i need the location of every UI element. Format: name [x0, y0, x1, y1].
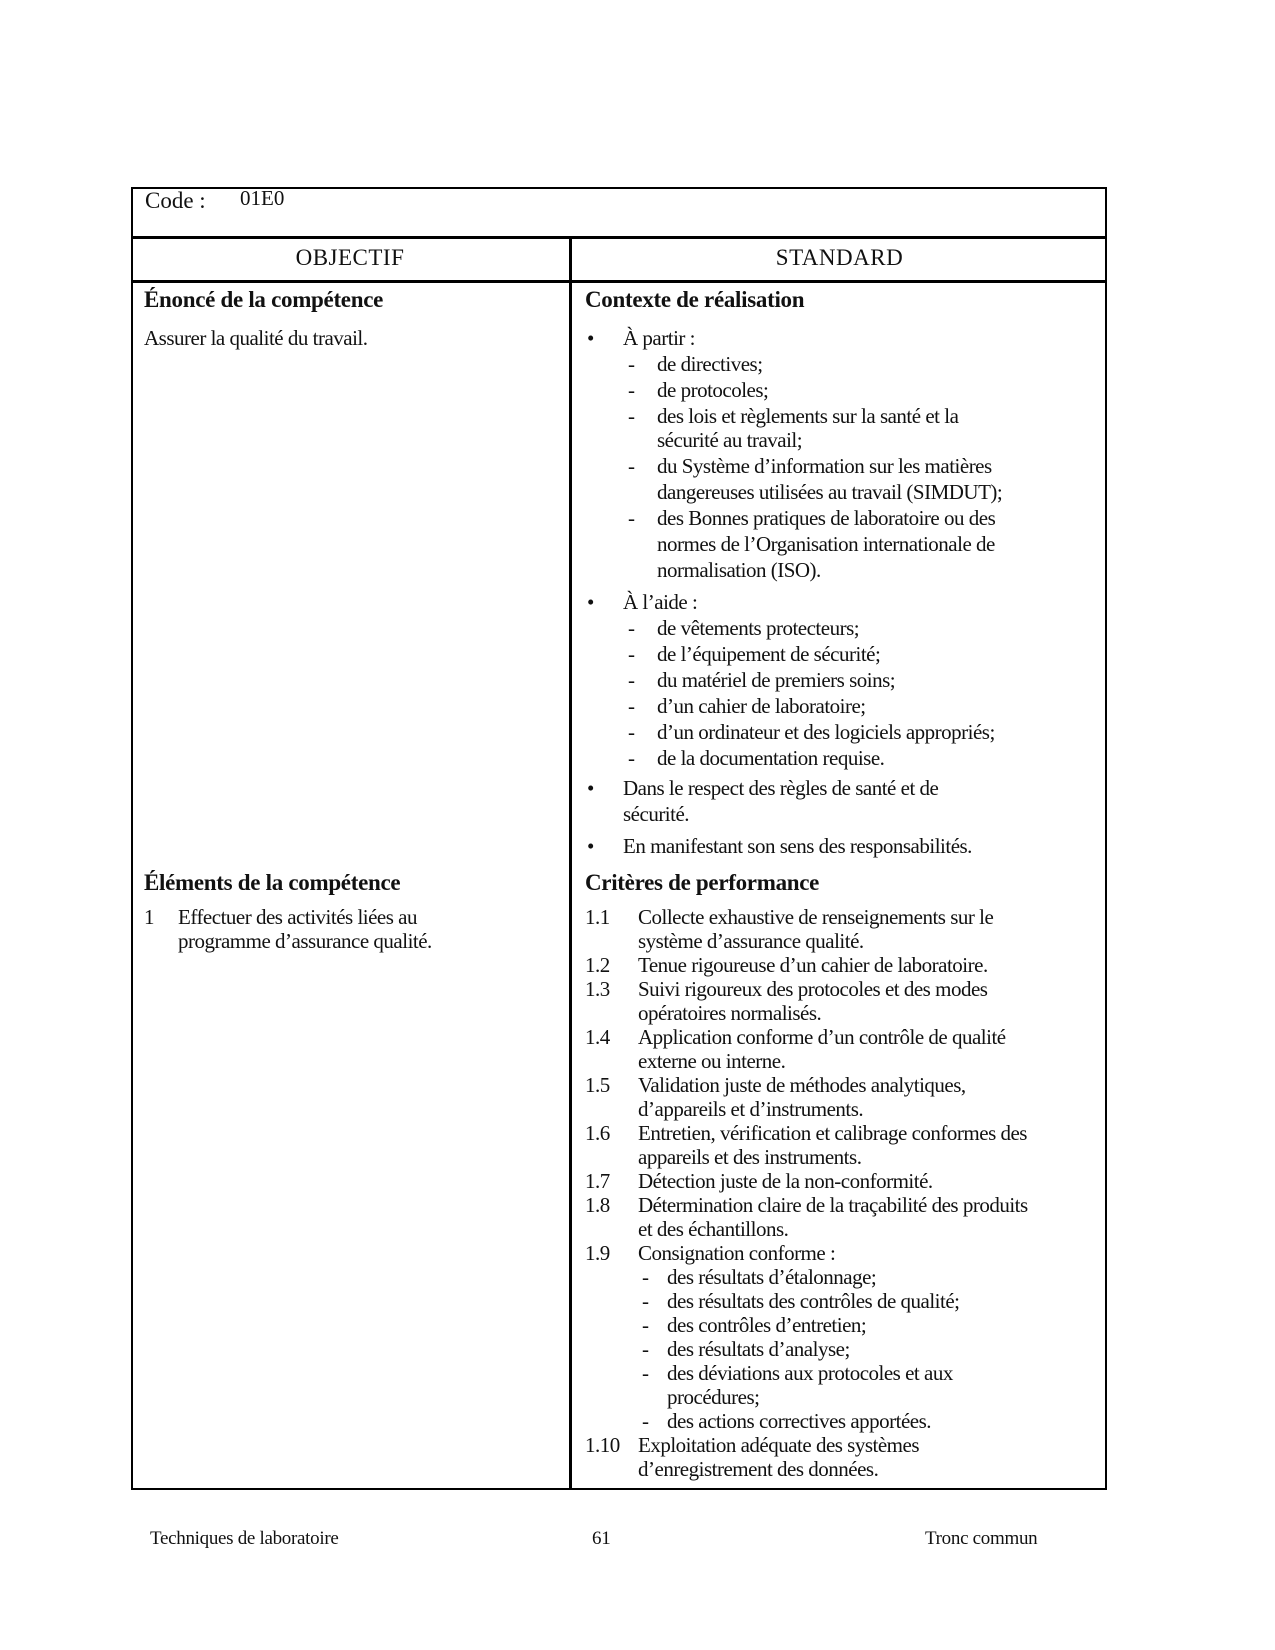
footer-program: Techniques de laboratoire — [150, 1528, 339, 1549]
dash-icon: - — [628, 506, 635, 530]
criterion-item: 1.10 Exploitation adéquate des systèmes — [585, 1433, 920, 1457]
context-subitem: - d’un ordinateur et des logiciels appropriés; — [628, 720, 995, 744]
statement-title: Énoncé de la compétence — [144, 287, 384, 312]
criterion-subitem: - des actions correctives apportées. — [642, 1409, 932, 1433]
criterion-continuation: d’enregistrement des données. — [638, 1457, 879, 1481]
context-subitem: - de protocoles; — [628, 378, 769, 402]
dash-icon: - — [628, 352, 635, 376]
element-number: 1 — [144, 905, 154, 929]
context-subitem: - de vêtements protecteurs; — [628, 616, 860, 640]
criterion-item: 1.3 Suivi rigoureux des protocoles et des modes — [585, 977, 988, 1001]
context-subitem: - des lois et règlements sur la santé et la — [628, 404, 959, 428]
dash-icon: - — [628, 746, 635, 770]
criterion-continuation: opératoires normalisés. — [638, 1001, 822, 1025]
objective-column-header: OBJECTIF — [295, 245, 405, 270]
dash-icon: - — [628, 378, 635, 402]
context-subitem-continuation: normes de l’Organisation internationale de — [657, 532, 995, 556]
context-bullet: • À partir : — [587, 326, 695, 350]
dash-icon: - — [628, 616, 635, 640]
context-bullet: • À l’aide : — [587, 590, 698, 614]
context-title: Contexte de réalisation — [585, 287, 805, 312]
bullet-icon: • — [587, 590, 594, 614]
criterion-continuation: externe ou interne. — [638, 1049, 786, 1073]
criterion-subitem: - des résultats d’analyse; — [642, 1337, 850, 1361]
dash-icon: - — [642, 1313, 649, 1337]
header-row-divider — [131, 280, 1107, 283]
criterion-item: 1.1 Collecte exhaustive de renseignements sur le — [585, 905, 994, 929]
context-subitem: - de directives; — [628, 352, 763, 376]
context-subitem: - des Bonnes pratiques de laboratoire ou des — [628, 506, 996, 530]
criteria-list — [585, 905, 1028, 1481]
dash-icon: - — [628, 404, 635, 428]
criterion-item: 1.9 Consignation conforme : — [585, 1241, 836, 1265]
code-value: 01E0 — [240, 186, 285, 210]
criterion-item: 1.8 Détermination claire de la traçabilité des produits — [585, 1193, 1028, 1217]
criterion-item: 1.7 Détection juste de la non-conformité. — [585, 1169, 933, 1193]
criterion-item: 1.6 Entretien, vérification et calibrage conformes des — [585, 1121, 1027, 1145]
bullet-icon: • — [587, 834, 594, 858]
dash-icon: - — [628, 454, 635, 478]
context-subitem: - de la documentation requise. — [628, 746, 885, 770]
criterion-subitem: - des contrôles d’entretien; — [642, 1313, 867, 1337]
criterion-subitem-continuation: procédures; — [667, 1385, 760, 1409]
element-line: Effectuer des activités liées au — [178, 905, 417, 929]
dash-icon: - — [642, 1265, 649, 1289]
element-line: programme d’assurance qualité. — [178, 929, 432, 953]
context-subitem: - du Système d’information sur les matières — [628, 454, 992, 478]
context-list — [587, 325, 1002, 859]
criterion-continuation: et des échantillons. — [638, 1217, 789, 1241]
context-subitem: - d’un cahier de laboratoire; — [628, 694, 866, 718]
dash-icon: - — [628, 694, 635, 718]
dash-icon: - — [642, 1337, 649, 1361]
context-bullet-continuation: sécurité. — [623, 802, 690, 826]
column-divider — [569, 237, 572, 1490]
competency-statement: Assurer la qualité du travail. — [144, 326, 368, 350]
criterion-item: 1.4 Application conforme d’un contrôle de qualité — [585, 1025, 1006, 1049]
criterion-continuation: d’appareils et d’instruments. — [638, 1097, 864, 1121]
bullet-icon: • — [587, 776, 594, 800]
criterion-subitem: - des résultats d’étalonnage; — [642, 1265, 877, 1289]
context-subitem-continuation: sécurité au travail; — [657, 428, 803, 452]
context-subitem: - du matériel de premiers soins; — [628, 668, 896, 692]
context-bullet: • En manifestant son sens des responsabilités. — [587, 834, 972, 858]
criterion-item: 1.5 Validation juste de méthodes analytiques, — [585, 1073, 966, 1097]
footer-section: Tronc commun — [925, 1528, 1038, 1549]
criterion-continuation: système d’assurance qualité. — [638, 929, 864, 953]
element-item — [144, 905, 432, 953]
standard-column-header: STANDARD — [775, 245, 904, 270]
dash-icon: - — [642, 1289, 649, 1313]
dash-icon: - — [642, 1409, 649, 1433]
code-row-divider — [131, 236, 1107, 239]
dash-icon: - — [642, 1361, 649, 1385]
dash-icon: - — [628, 668, 635, 692]
context-bullet: • Dans le respect des règles de santé et de — [587, 776, 939, 800]
dash-icon: - — [628, 720, 635, 744]
code-label: Code : — [145, 188, 206, 213]
context-subitem: - de l’équipement de sécurité; — [628, 642, 881, 666]
criterion-subitem: - des déviations aux protocoles et aux — [642, 1361, 953, 1385]
context-subitem-continuation: dangereuses utilisées au travail (SIMDUT); — [657, 480, 1003, 504]
context-subitem-continuation: normalisation (ISO). — [657, 558, 821, 582]
elements-title: Éléments de la compétence — [144, 870, 401, 895]
dash-icon: - — [628, 642, 635, 666]
criterion-item: 1.2 Tenue rigoureuse d’un cahier de laboratoire. — [585, 953, 988, 977]
bullet-icon: • — [587, 326, 594, 350]
criterion-subitem: - des résultats des contrôles de qualité; — [642, 1289, 960, 1313]
criteria-title: Critères de performance — [585, 870, 820, 895]
criterion-continuation: appareils et des instruments. — [638, 1145, 862, 1169]
footer-page-number: 61 — [592, 1528, 611, 1549]
